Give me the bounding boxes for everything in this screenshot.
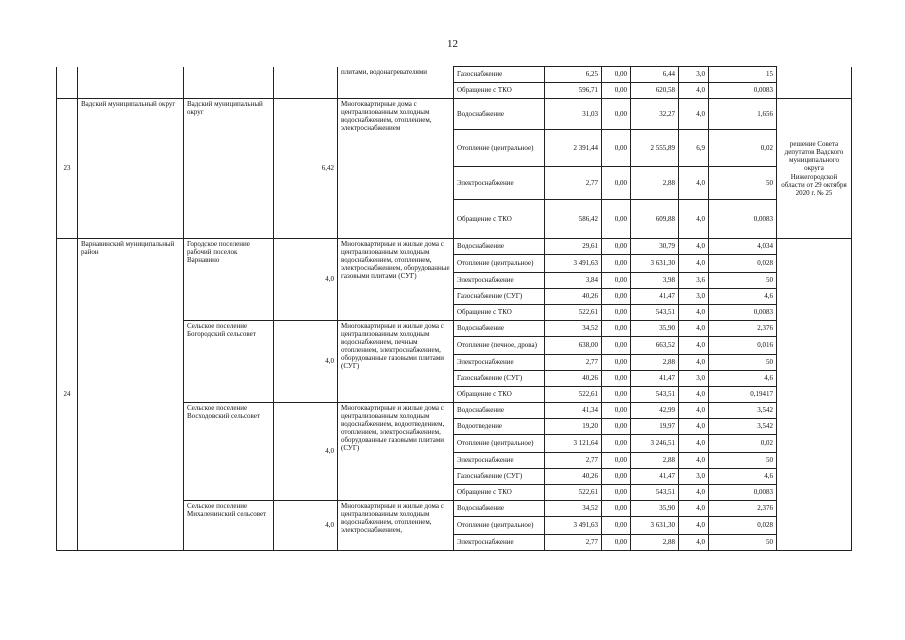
growth-index: 4,0 [679, 200, 709, 239]
growth-index: 4,0 [679, 485, 709, 501]
tariff-value-1: 638,00 [545, 337, 602, 355]
service-cell: Газоснабжение (СУГ) [454, 469, 545, 485]
tariff-value-3: 3 246,51 [631, 435, 679, 453]
volume-value: 4,6 [709, 289, 777, 305]
tariff-value-2: 0,00 [602, 289, 631, 305]
row-number-cell: 23 [57, 99, 78, 239]
tariff-value-2: 0,00 [602, 403, 631, 419]
tariff-value-3: 543,51 [631, 485, 679, 501]
tariff-value-1: 34,52 [545, 321, 602, 337]
tariff-value-3: 2,88 [631, 453, 679, 469]
decision-cell: решение Совета депутатов Вадского муниципального округа Нижегородской области от 29 октября 2020 г. № 25 [777, 99, 852, 239]
growth-index: 3,0 [679, 67, 709, 83]
table-row [57, 67, 852, 83]
housing-type-cell: Многоквартирные и жилые дома с централизованным холодным водоснабжением, водоотведением, отоплением, электроснабжением, оборудованные газовыми плитами (СУГ) [338, 403, 454, 501]
service-cell: Обращение с ТКО [454, 387, 545, 403]
volume-value: 1,656 [709, 99, 777, 130]
growth-index: 3,0 [679, 371, 709, 387]
tariff-value-1: 29,61 [545, 239, 602, 255]
tariff-value-2: 0,00 [602, 99, 631, 130]
volume-value: 15 [709, 67, 777, 83]
service-cell: Отопление (центральное) [454, 255, 545, 273]
service-cell: Водоснабжение [454, 99, 545, 130]
service-cell: Отопление (центральное) [454, 130, 545, 167]
volume-value: 0,0083 [709, 305, 777, 321]
growth-index: 4,0 [679, 355, 709, 371]
tariff-value-3: 2,88 [631, 355, 679, 371]
volume-value: 50 [709, 167, 777, 200]
tariff-value-2: 0,00 [602, 469, 631, 485]
volume-value: 4,034 [709, 239, 777, 255]
tariff-value-3: 32,27 [631, 99, 679, 130]
volume-value: 0,0083 [709, 83, 777, 99]
tariff-value-3: 19,97 [631, 419, 679, 435]
growth-index: 6,9 [679, 130, 709, 167]
growth-index: 4,0 [679, 419, 709, 435]
volume-value: 50 [709, 535, 777, 551]
tariff-value-3: 609,88 [631, 200, 679, 239]
tariff-value-3: 3 631,30 [631, 517, 679, 535]
tariff-value-3: 42,99 [631, 403, 679, 419]
volume-value: 3,542 [709, 403, 777, 419]
tariff-value-2: 0,00 [602, 355, 631, 371]
volume-value: 2,376 [709, 321, 777, 337]
tariff-value-1: 522,61 [545, 485, 602, 501]
tariff-value-2: 0,00 [602, 321, 631, 337]
page-number: 12 [447, 38, 458, 50]
tariff-value-2: 0,00 [602, 305, 631, 321]
growth-index: 4,0 [679, 517, 709, 535]
service-cell: Обращение с ТКО [454, 200, 545, 239]
district-cell: Варнавинский муниципальный район [78, 239, 184, 551]
tariff-value-1: 40,26 [545, 469, 602, 485]
tariff-value-1: 6,25 [545, 67, 602, 83]
service-cell: Водоснабжение [454, 321, 545, 337]
growth-index: 3,6 [679, 273, 709, 289]
district-cell: Вадский муниципальный округ [78, 99, 184, 239]
growth-index: 4,0 [679, 99, 709, 130]
tariff-value-2: 0,00 [602, 453, 631, 469]
volume-value: 0,028 [709, 517, 777, 535]
growth-index: 3,0 [679, 289, 709, 305]
tariff-value-2: 0,00 [602, 501, 631, 517]
row-number-cell: 24 [57, 239, 78, 551]
tariff-value-2: 0,00 [602, 200, 631, 239]
service-cell: Обращение с ТКО [454, 305, 545, 321]
volume-value: 2,376 [709, 501, 777, 517]
service-cell: Отопление (центральное) [454, 517, 545, 535]
volume-value: 0,19417 [709, 387, 777, 403]
volume-value: 0,0083 [709, 200, 777, 239]
service-cell: Отопление (печное, дрова) [454, 337, 545, 355]
growth-index: 4,0 [679, 403, 709, 419]
service-cell: Электроснабжение [454, 355, 545, 371]
service-cell: Электроснабжение [454, 453, 545, 469]
settlement-cell: Городское поселение рабочий поселок Варнавино [184, 239, 274, 321]
tariff-table [56, 66, 852, 551]
housing-type-cell: плитами, водонагревателями [338, 67, 454, 99]
volume-value: 50 [709, 453, 777, 469]
decision-cell [777, 239, 852, 551]
table-row [57, 99, 852, 130]
tariff-value-2: 0,00 [602, 130, 631, 167]
tariff-value-1: 522,61 [545, 305, 602, 321]
tariff-value-3: 543,51 [631, 305, 679, 321]
service-cell: Водоснабжение [454, 239, 545, 255]
growth-index: 4,0 [679, 239, 709, 255]
service-cell: Электроснабжение [454, 273, 545, 289]
tariff-value-1: 2,77 [545, 535, 602, 551]
growth-index: 4,0 [679, 435, 709, 453]
tariff-value-2: 0,00 [602, 387, 631, 403]
tariff-value-2: 0,00 [602, 273, 631, 289]
tariff-value-3: 41,47 [631, 469, 679, 485]
tariff-value-1: 34,52 [545, 501, 602, 517]
tariff-value-3: 543,51 [631, 387, 679, 403]
table-row [57, 239, 852, 255]
tariff-value-2: 0,00 [602, 371, 631, 387]
volume-value: 4,6 [709, 371, 777, 387]
tariff-value-1: 3 121,64 [545, 435, 602, 453]
tariff-value-3: 35,90 [631, 321, 679, 337]
index-cell: 4,0 [274, 403, 338, 501]
settlement-cell: Сельское поселение Михаленинский сельсовет [184, 501, 274, 551]
service-cell: Газоснабжение [454, 67, 545, 83]
index-cell: 6,42 [274, 99, 338, 239]
volume-value: 0,016 [709, 337, 777, 355]
tariff-value-2: 0,00 [602, 239, 631, 255]
tariff-value-3: 2,88 [631, 535, 679, 551]
tariff-value-2: 0,00 [602, 255, 631, 273]
housing-type-cell: Многоквартирные и жилые дома с централизованным холодным водоснабжением, отоплением, электроснабжением, [338, 501, 454, 551]
growth-index: 4,0 [679, 305, 709, 321]
tariff-value-1: 3 491,63 [545, 517, 602, 535]
tariff-value-1: 2,77 [545, 355, 602, 371]
housing-type-cell: Многоквартирные и жилые дома с централизованным холодным водоснабжением, отоплением, электроснабжением, оборудованные газовыми плитами (СУГ) [338, 239, 454, 321]
tariff-value-1: 596,71 [545, 83, 602, 99]
tariff-value-2: 0,00 [602, 167, 631, 200]
tariff-value-1: 41,34 [545, 403, 602, 419]
tariff-value-1: 2 391,44 [545, 130, 602, 167]
tariff-value-2: 0,00 [602, 535, 631, 551]
tariff-value-3: 2 555,89 [631, 130, 679, 167]
tariff-value-3: 6,44 [631, 67, 679, 83]
district-cell [78, 67, 184, 99]
tariff-value-2: 0,00 [602, 517, 631, 535]
tariff-value-3: 663,52 [631, 337, 679, 355]
tariff-value-1: 40,26 [545, 289, 602, 305]
index-cell: 4,0 [274, 239, 338, 321]
tariff-value-3: 3 631,30 [631, 255, 679, 273]
tariff-value-2: 0,00 [602, 435, 631, 453]
tariff-value-2: 0,00 [602, 67, 631, 83]
growth-index: 4,0 [679, 501, 709, 517]
tariff-value-2: 0,00 [602, 83, 631, 99]
growth-index: 4,0 [679, 337, 709, 355]
service-cell: Водоснабжение [454, 403, 545, 419]
settlement-cell: Вадский муниципальный округ [184, 99, 274, 239]
volume-value: 0,028 [709, 255, 777, 273]
growth-index: 4,0 [679, 453, 709, 469]
tariff-value-1: 19,20 [545, 419, 602, 435]
index-cell [274, 67, 338, 99]
housing-type-cell: Многоквартирные дома с централизованным холодным водоснабжением, отоплением, электроснабжением [338, 99, 454, 239]
settlement-cell: Сельское поселение Восходовский сельсовет [184, 403, 274, 501]
service-cell: Газоснабжение (СУГ) [454, 289, 545, 305]
settlement-cell [184, 67, 274, 99]
row-number-cell [57, 67, 78, 99]
volume-value: 0,02 [709, 435, 777, 453]
service-cell: Водоотведение [454, 419, 545, 435]
index-cell: 4,0 [274, 321, 338, 403]
service-cell: Электроснабжение [454, 535, 545, 551]
growth-index: 4,0 [679, 321, 709, 337]
growth-index: 4,0 [679, 167, 709, 200]
growth-index: 4,0 [679, 387, 709, 403]
tariff-value-3: 41,47 [631, 289, 679, 305]
tariff-value-1: 522,61 [545, 387, 602, 403]
growth-index: 4,0 [679, 255, 709, 273]
index-cell: 4,0 [274, 501, 338, 551]
table-body [57, 67, 852, 551]
volume-value: 0,0083 [709, 485, 777, 501]
service-cell: Обращение с ТКО [454, 83, 545, 99]
tariff-value-1: 586,42 [545, 200, 602, 239]
volume-value: 50 [709, 355, 777, 371]
growth-index: 4,0 [679, 535, 709, 551]
volume-value: 0,02 [709, 130, 777, 167]
service-cell: Электроснабжение [454, 167, 545, 200]
tariff-value-3: 2,88 [631, 167, 679, 200]
service-cell: Газоснабжение (СУГ) [454, 371, 545, 387]
service-cell: Водоснабжение [454, 501, 545, 517]
volume-value: 3,542 [709, 419, 777, 435]
service-cell: Обращение с ТКО [454, 485, 545, 501]
tariff-value-3: 35,90 [631, 501, 679, 517]
growth-index: 3,0 [679, 469, 709, 485]
tariff-value-1: 3,84 [545, 273, 602, 289]
tariff-value-1: 31,03 [545, 99, 602, 130]
growth-index: 4,0 [679, 83, 709, 99]
volume-value: 4,6 [709, 469, 777, 485]
volume-value: 50 [709, 273, 777, 289]
tariff-value-2: 0,00 [602, 337, 631, 355]
tariff-value-2: 0,00 [602, 485, 631, 501]
tariff-value-3: 3,98 [631, 273, 679, 289]
settlement-cell: Сельское поселение Богородский сельсовет [184, 321, 274, 403]
service-cell: Отопление (центральное) [454, 435, 545, 453]
tariff-value-1: 40,26 [545, 371, 602, 387]
tariff-value-1: 3 491,63 [545, 255, 602, 273]
tariff-value-1: 2,77 [545, 453, 602, 469]
housing-type-cell: Многоквартирные и жилые дома с централизованным холодным водоснабжением, печным отоплением, электроснабжением, оборудованные газовыми плитами (СУГ) [338, 321, 454, 403]
tariff-value-3: 620,58 [631, 83, 679, 99]
tariff-value-1: 2,77 [545, 167, 602, 200]
tariff-value-3: 30,79 [631, 239, 679, 255]
tariff-value-2: 0,00 [602, 419, 631, 435]
decision-cell [777, 67, 852, 99]
tariff-value-3: 41,47 [631, 371, 679, 387]
